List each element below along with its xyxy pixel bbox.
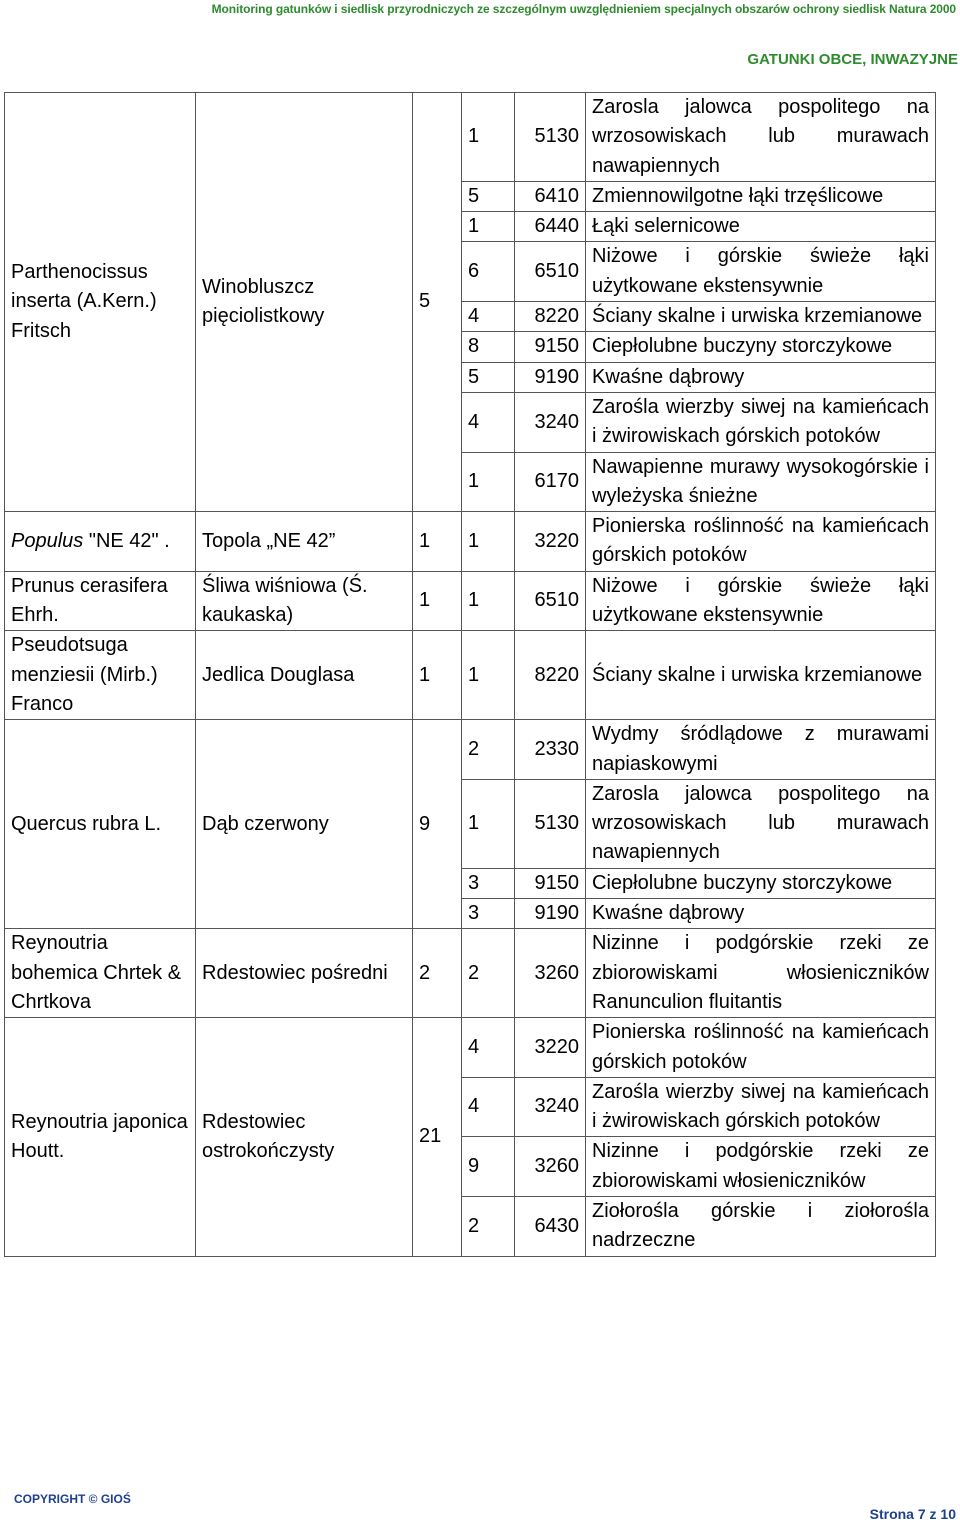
habitat-name: Ściany skalne i urwiska krzemianowe [586,631,936,720]
habitat-count: 6 [462,242,515,302]
habitat-code: 3220 [515,512,586,572]
habitat-name: Zmiennowilgotne łąki trzęślicowe [586,181,936,211]
habitat-code: 6440 [515,212,586,242]
species-polish: Dąb czerwony [196,720,413,929]
habitat-name: Kwaśne dąbrowy [586,899,936,929]
species-genus: Populus [11,529,84,552]
habitat-name: Pionierska roślinność na kamieńcach górskich potoków [586,512,936,572]
habitat-name: Ciepłolubne buczyny storczykowe [586,868,936,898]
habitat-name: Ziołorośla górskie i ziołorośla nadrzeczne [586,1196,936,1256]
habitat-name: Zarosla jalowca pospolitego na wrzosowiskach lub murawach nawapiennych [586,779,936,868]
habitat-count: 2 [462,1196,515,1256]
species-count: 1 [413,571,462,631]
habitat-code: 5130 [515,93,586,182]
habitat-name: Ściany skalne i urwiska krzemianowe [586,302,936,332]
habitat-count: 1 [462,571,515,631]
habitat-count: 4 [462,1018,515,1078]
habitat-code: 6170 [515,452,586,512]
habitat-code: 6410 [515,181,586,211]
habitat-code: 8220 [515,302,586,332]
habitat-name: Nawapienne murawy wysokogórskie i wyleżyska śnieżne [586,452,936,512]
habitat-count: 1 [462,512,515,572]
habitat-code: 2330 [515,720,586,780]
habitat-code: 3240 [515,392,586,452]
species-count: 2 [413,929,462,1018]
habitat-code: 3240 [515,1077,586,1137]
species-count: 5 [413,93,462,512]
habitat-code: 8220 [515,631,586,720]
table-row [5,93,936,182]
habitat-count: 1 [462,212,515,242]
page-number: Strona 7 z 10 [869,1506,956,1522]
section-title: GATUNKI OBCE, INWAZYJNE [747,51,958,68]
habitat-count: 9 [462,1137,515,1197]
habitat-name: Kwaśne dąbrowy [586,362,936,392]
species-latin: Parthenocissus inserta (A.Kern.) Fritsch [5,93,196,512]
species-polish: Rdestowiec ostrokończysty [196,1018,413,1256]
species-latin: Quercus rubra L. [5,720,196,929]
table-row [5,512,936,572]
habitat-name: Nizinne i podgórskie rzeki ze zbiorowiskami włosieniczników Ranunculion fluitantis [586,929,936,1018]
species-polish: Śliwa wiśniowa (Ś. kaukaska) [196,571,413,631]
habitat-count: 1 [462,93,515,182]
habitat-code: 3260 [515,929,586,1018]
species-polish: Topola „NE 42” [196,512,413,572]
species-cultivar: "NE 42" . [83,529,170,552]
habitat-count: 4 [462,392,515,452]
habitat-name: Niżowe i górskie świeże łąki użytkowane ekstensywnie [586,571,936,631]
species-latin: Reynoutria bohemica Chrtek & Chrtkova [5,929,196,1018]
habitat-name: Łąki selernicowe [586,212,936,242]
habitat-name: Niżowe i górskie świeże łąki użytkowane ekstensywnie [586,242,936,302]
habitat-name: Wydmy śródlądowe z murawami napiaskowymi [586,720,936,780]
habitat-code: 6510 [515,242,586,302]
table-row [5,631,936,720]
habitat-code: 9190 [515,362,586,392]
copyright: COPYRIGHT © GIOŚ [14,1492,131,1506]
species-latin [5,512,196,572]
habitat-name: Zarośla wierzby siwej na kamieńcach i żwirowiskach górskich potoków [586,392,936,452]
habitat-name: Pionierska roślinność na kamieńcach górskich potoków [586,1018,936,1078]
habitat-count: 3 [462,868,515,898]
habitat-count: 1 [462,452,515,512]
species-latin: Pseudotsuga menziesii (Mirb.) Franco [5,631,196,720]
table-row [5,929,936,1018]
habitat-code: 9150 [515,868,586,898]
habitat-code: 9190 [515,899,586,929]
habitat-name: Zarośla wierzby siwej na kamieńcach i żwirowiskach górskich potoków [586,1077,936,1137]
habitat-count: 2 [462,929,515,1018]
habitat-count: 2 [462,720,515,780]
habitat-count: 1 [462,779,515,868]
habitat-count: 8 [462,332,515,362]
habitat-code: 6430 [515,1196,586,1256]
species-polish: Rdestowiec pośredni [196,929,413,1018]
species-count: 9 [413,720,462,929]
species-polish: Winobluszcz pięciolistkowy [196,93,413,512]
habitat-count: 1 [462,631,515,720]
species-count: 1 [413,512,462,572]
species-latin: Prunus cerasifera Ehrh. [5,571,196,631]
habitat-count: 4 [462,1077,515,1137]
species-count: 21 [413,1018,462,1256]
table-row [5,1018,936,1078]
habitat-code: 9150 [515,332,586,362]
habitat-name: Ciepłolubne buczyny storczykowe [586,332,936,362]
habitat-name: Nizinne i podgórskie rzeki ze zbiorowiskami włosieniczników [586,1137,936,1197]
species-polish: Jedlica Douglasa [196,631,413,720]
table-row [5,720,936,780]
running-header: Monitoring gatunków i siedlisk przyrodniczych ze szczególnym uwzględnieniem specjalnych obszarów ochrony siedlisk Natura 2000 [211,2,956,16]
habitat-name: Zarosla jalowca pospolitego na wrzosowiskach lub murawach nawapiennych [586,93,936,182]
habitat-count: 5 [462,181,515,211]
species-table [4,92,936,1257]
habitat-code: 3220 [515,1018,586,1078]
habitat-count: 4 [462,302,515,332]
table-row [5,571,936,631]
species-count: 1 [413,631,462,720]
habitat-count: 5 [462,362,515,392]
habitat-code: 3260 [515,1137,586,1197]
habitat-count: 3 [462,899,515,929]
habitat-code: 5130 [515,779,586,868]
habitat-code: 6510 [515,571,586,631]
species-latin: Reynoutria japonica Houtt. [5,1018,196,1256]
